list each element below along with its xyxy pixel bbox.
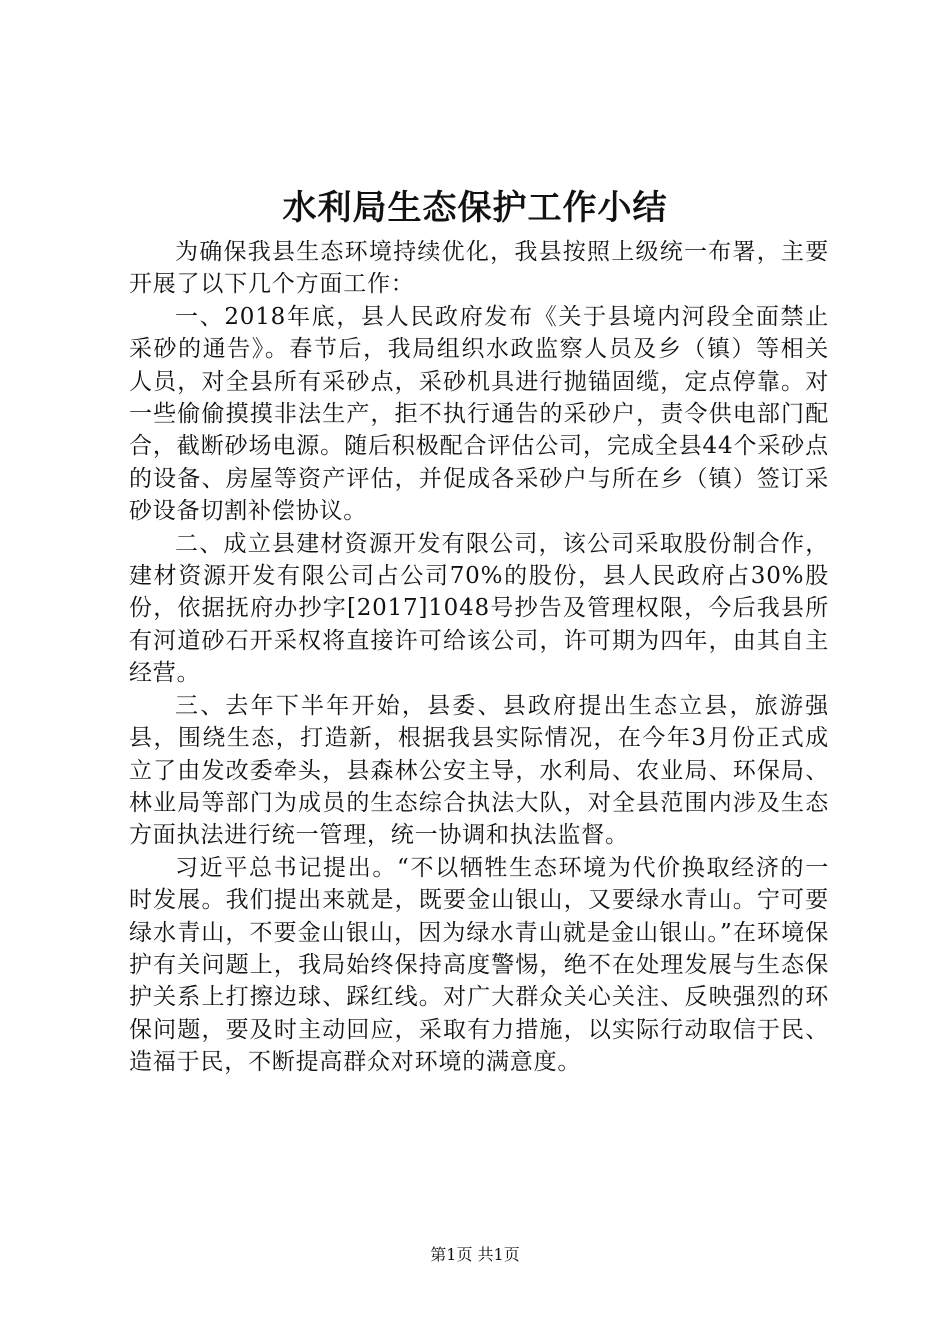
paragraph-item-1: 一、2018年底，县人民政府发布《关于县境内河段全面禁止采砂的通告》。春节后，我局组织水政监察人员及乡（镇）等相关人员，对全县所有采砂点，采砂机具进行抛锚固缆，定点停靠。对一些偷偷摸摸非法生产，拒不执行通告的采砂户，责令供电部门配合，截断砂场电源。随后积极配合评估公司，完成全县44个采砂点的设备、房屋等资产评估，并促成各采砂户与所在乡（镇）签订采砂设备切割补偿协议。 — [129, 303, 829, 525]
paragraph-intro: 为确保我县生态环境持续优化，我县按照上级统一布署，主要开展了以下几个方面工作： — [129, 239, 829, 298]
paragraph-conclusion: 习近平总书记提出。“不以牺牲生态环境为代价换取经济的一时发展。我们提出来就是，既要金山银山，又要绿水青山。宁可要绿水青山，不要金山银山，因为绿水青山就是金山银山。”在环境保护有关问题上，我局始终保持高度警惕，绝不在处理发展与生态保护关系上打擦边球、踩红线。对广大群众关心关注、反映强烈的环保问题，要及时主动回应，采取有力措施，以实际行动取信于民、造福于民，不断提高群众对环境的满意度。 — [129, 854, 829, 1076]
document-body — [129, 236, 829, 1079]
paragraph-item-2: 二、成立县建材资源开发有限公司，该公司采取股份制合作，建材资源开发有限公司占公司70%的股份，县人民政府占30%股份，依据抚府办抄字[2017]1048号抄告及管理权限，今后我县所有河道砂石开采权将直接许可给该公司，许可期为四年，由其自主经营。 — [129, 530, 829, 687]
document-title: 水利局生态保护工作小结 — [282, 188, 668, 228]
page-number-footer: 第1页 共1页 — [430, 1245, 520, 1264]
paragraph-item-3: 三、去年下半年开始，县委、县政府提出生态立县，旅游强县，围绕生态，打造新，根据我县实际情况，在今年3月份正式成立了由发改委牵头，县森林公安主导，水利局、农业局、环保局、林业局等部门为成员的生态综合执法大队，对全县范围内涉及生态方面执法进行统一管理，统一协调和执法监督。 — [129, 692, 829, 849]
